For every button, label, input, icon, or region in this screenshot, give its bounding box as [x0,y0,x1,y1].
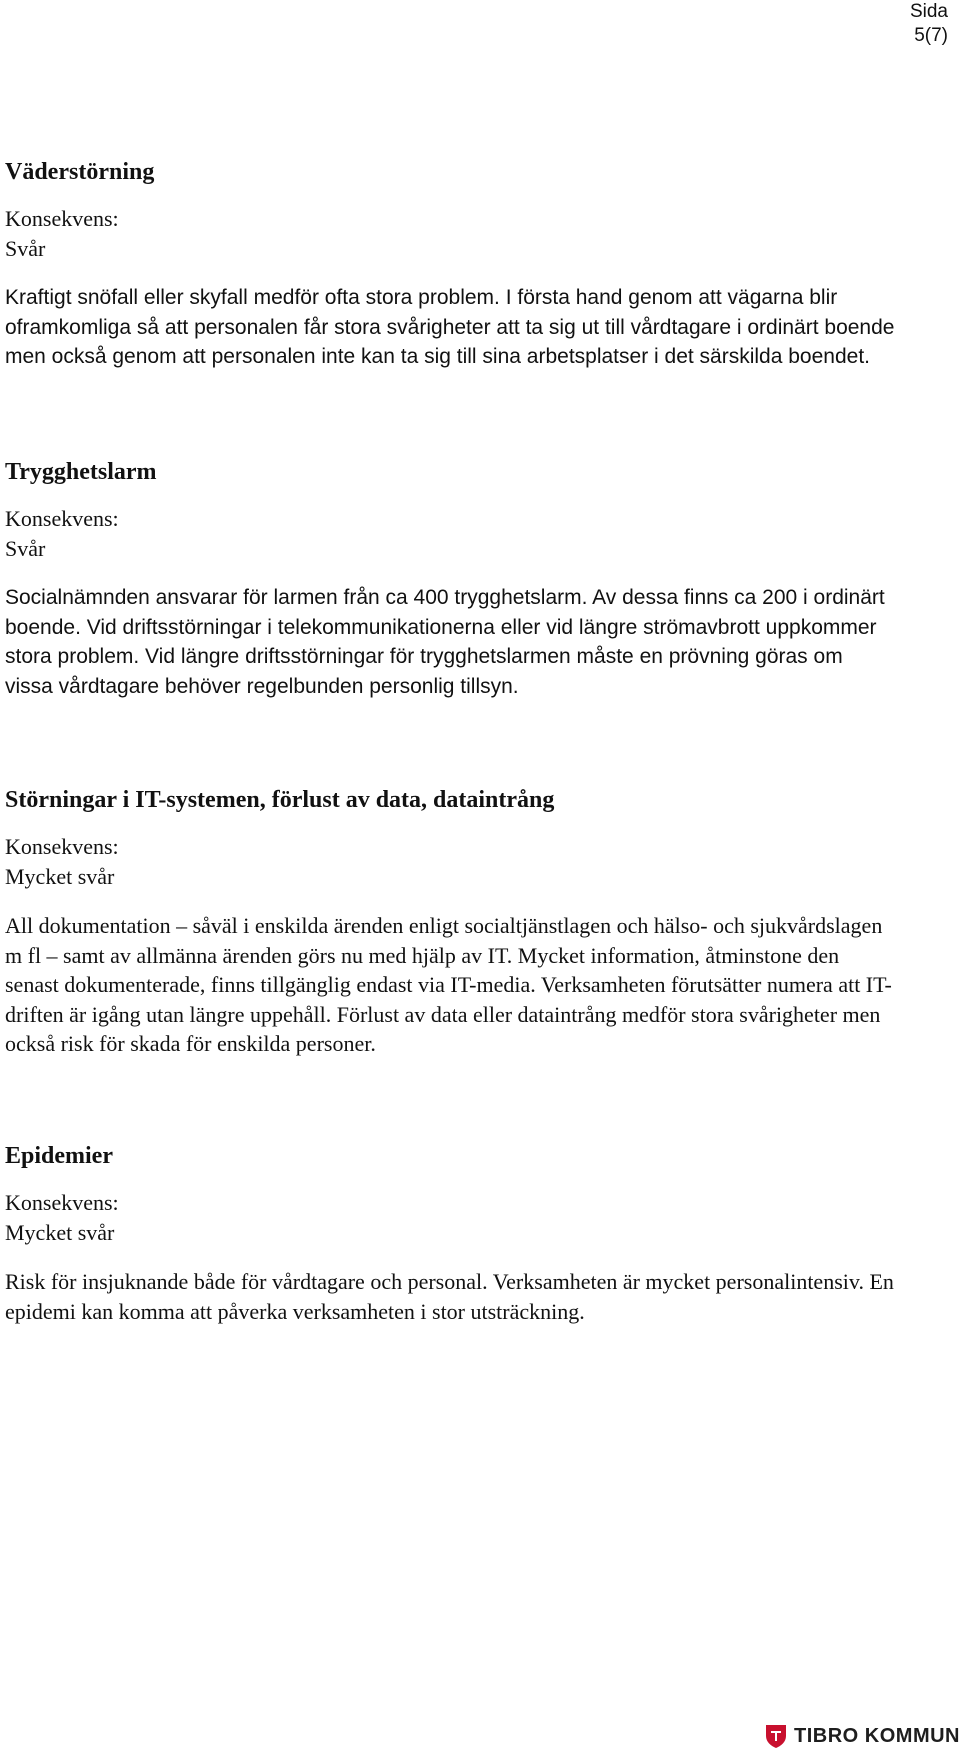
section-body: Kraftigt snöfall eller skyfall medför ofta stora problem. I första hand genom att vägarna blir oframkomliga så att personalen får stora svårigheter att ta sig ut till vårdtagare i ordinärt boende men också genom att personalen inte kan ta sig till sina arbetsplatser i det särskilda boendet. [5,286,895,368]
consequence-value: Svår [5,535,46,561]
page-number [910,0,948,48]
consequence-value: Svår [5,235,46,261]
municipal-crest-icon [764,1723,788,1749]
section-body: All dokumentation – såväl i enskilda ärenden enligt socialtjänstlagen och hälso- och sjukvårdslagen m fl – samt av allmänna ärenden görs nu med hjälp av IT. Mycket information, åtminstone den senast dokumenterade, finns tillgänglig endast via IT-media. Verksamheten förutsätter numera att IT-driften är igång utan längre uppehåll. Förlust av data eller dataintrång medför stora svårigheter men också risk för skada för enskilda personer. [5,913,892,1056]
section-trygghetslarm [5,457,895,701]
section-title: Väderstörning [5,159,155,185]
section-it-systemen [5,785,895,1059]
section-body: Risk för insjuknande både för vårdtagare och personal. Verksamheten är mycket personalintensiv. En epidemi kan komma att påverka verksamheten i stor utsträckning. [5,1269,894,1324]
consequence-label: Konsekvens: [5,206,119,231]
consequence-label: Konsekvens: [5,834,119,859]
consequence-value: Mycket svår [5,1219,115,1245]
section-body: Socialnämnden ansvarar för larmen från ca 400 trygghetslarm. Av dessa finns ca 200 i ordinärt boende. Vid driftsstörningar i telekommunikationerna eller vid längre strömavbrott uppkommer stora problem. Vid längre driftsstörningar för trygghetslarmen måste en prövning göras om vissa vårdtagare behöver regelbunden personlig tillsyn. [5,586,885,698]
consequence-value: Mycket svår [5,863,115,889]
logo-text: TIBRO KOMMUN [794,1724,960,1747]
section-epidemier [5,1141,895,1326]
consequence-label: Konsekvens: [5,1190,119,1215]
municipality-logo [764,1723,960,1749]
consequence-label: Konsekvens: [5,506,119,531]
section-title: Epidemier [5,1143,113,1169]
section-title: Trygghetslarm [5,459,157,485]
page-count: 5(7) [914,25,948,46]
page-label: Sida [909,1,948,22]
section-title: Störningar i IT-systemen, förlust av data, dataintrång [5,787,555,813]
section-vaderstorning [5,157,895,372]
